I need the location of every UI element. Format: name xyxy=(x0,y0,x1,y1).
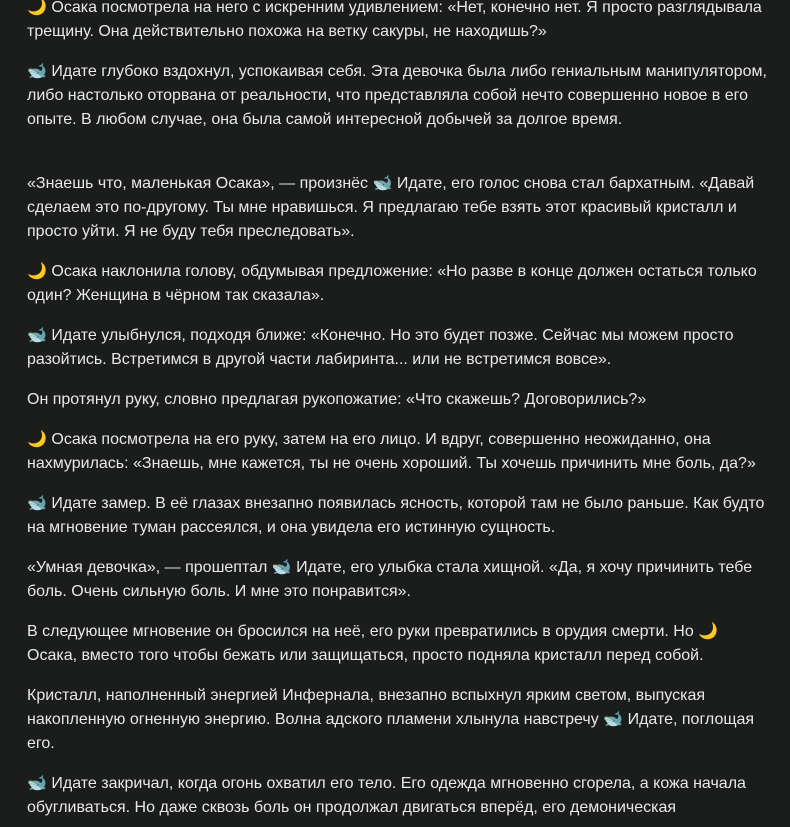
paragraph-text: 🐋 Идате замер. В её глазах внезапно появилась ясность, которой там не было раньше. Как будто на мгновение туман рассеялся, и она увидела его истинную сущность. xyxy=(27,495,765,536)
paragraph-text: 🐋 Идате глубоко вздохнул, успокаивая себя. Эта девочка была либо гениальным манипулятором, либо настолько оторвана от реальности, что представляла собой нечто совершенно новое в его опыте. В любом случае, она была самой интересной добычей за долгое время. xyxy=(27,63,767,128)
story-paragraph xyxy=(27,620,772,668)
story-paragraph xyxy=(27,772,772,820)
paragraph-text: 🌙 Осака посмотрела на него с искренним удивлением: «Нет, конечно нет. Я просто разглядывала трещину. Она действительно похожа на ветку сакуры, не находишь?» xyxy=(27,0,762,40)
paragraph-text: 🌙 Осака посмотрела на его руку, затем на его лицо. И вдруг, совершенно неожиданно, она нахмурилась: «Знаешь, мне кажется, ты не очень хороший. Ты хочешь причинить мне боль, да?» xyxy=(27,431,756,472)
story-paragraph xyxy=(27,324,772,372)
paragraph-text: В следующее мгновение он бросился на неё, его руки превратились в орудия смерти. Но 🌙 Осака, вместо того чтобы бежать или защищаться, просто подняла кристалл перед собой. xyxy=(27,623,719,664)
story-paragraph xyxy=(27,428,772,476)
story-paragraph xyxy=(27,60,772,132)
paragraph-text: 🌙 Осака наклонила голову, обдумывая предложение: «Но разве в конце должен остаться только один? Женщина в чёрном так сказала». xyxy=(27,263,757,304)
paragraph-text: «Умная девочка», — прошептал 🐋 Идате, его улыбка стала хищной. «Да, я хочу причинить тебе боль. Очень сильную боль. И мне это понравится». xyxy=(27,559,753,600)
story-paragraph xyxy=(27,556,772,604)
paragraph-text: 🐋 Идате закричал, когда огонь охватил его тело. Его одежда мгновенно сгорела, а кожа начала обугливаться. Но даже сквозь боль он продолжал двигаться вперёд, его демоническая xyxy=(27,775,746,816)
paragraph-text: Он протянул руку, словно предлагая рукопожатие: «Что скажешь? Договорились?» xyxy=(27,391,647,408)
story-paragraph xyxy=(27,684,772,756)
story-paragraph xyxy=(27,492,772,540)
story-paragraph xyxy=(27,172,772,244)
story-paragraph xyxy=(27,388,772,412)
story-paragraph xyxy=(27,260,772,308)
story-paragraph xyxy=(27,0,772,44)
paragraph-text: Кристалл, наполненный энергией Инфернала, внезапно вспыхнул ярким светом, выпуская накопленную огненную энергию. Волна адского пламени хлынула навстречу 🐋 Идате, поглощая его. xyxy=(27,687,755,752)
paragraph-text: 🐋 Идате улыбнулся, подходя ближе: «Конечно. Но это будет позже. Сейчас мы можем просто разойтись. Встретимся в другой части лабиринта... или не встретимся вовсе». xyxy=(27,327,734,368)
paragraph-text: «Знаешь что, маленькая Осака», — произнёс 🐋 Идате, его голос снова стал бархатным. «Давай сделаем это по-другому. Ты мне нравишься. Я предлагаю тебе взять этот красивый кристалл и просто уйти. Я не буду тебя преследовать». xyxy=(27,175,755,240)
